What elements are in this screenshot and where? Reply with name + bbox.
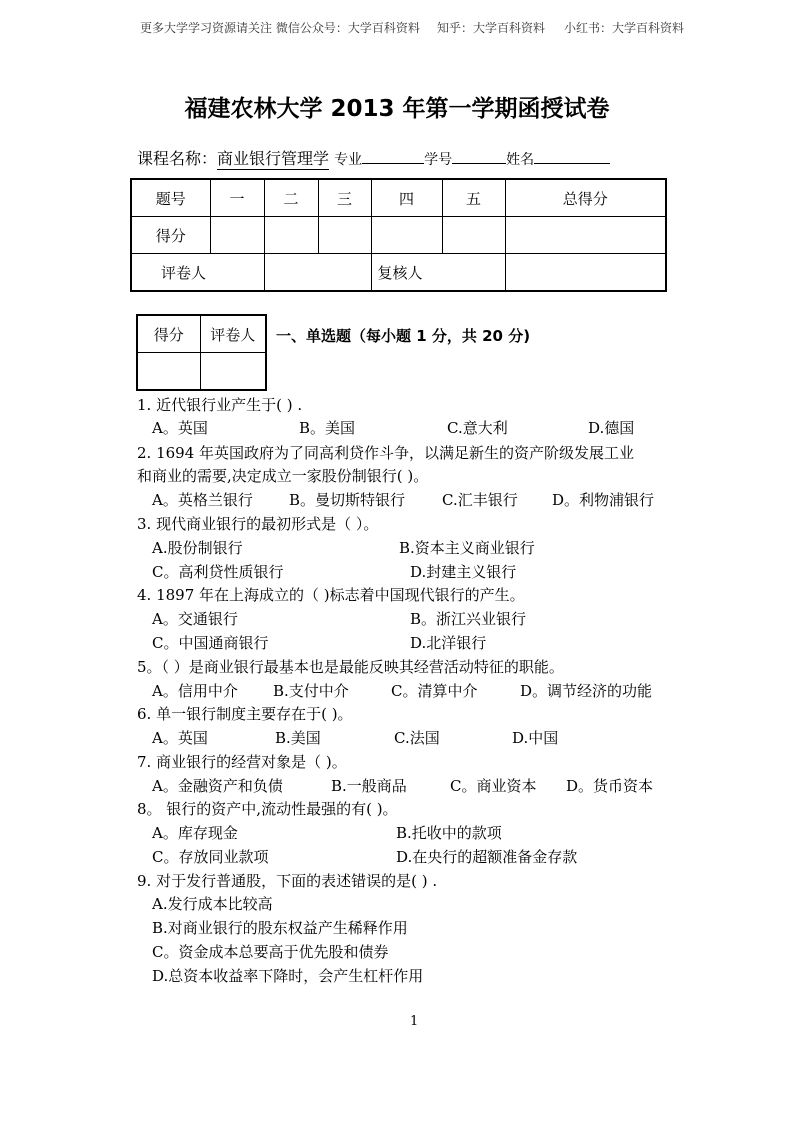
q6-option-b: B.美国 [275,729,321,747]
q7-option-c: C。商业资本 [450,777,537,795]
score-cell-5[interactable] [442,217,505,254]
question-5-stem: 5。（ ）是商业银行最基本也是最能反映其经营活动特征的职能。 [137,658,564,676]
q4-option-d: D.北洋银行 [410,634,487,652]
q2-option-d: D。利物浦银行 [552,491,655,509]
student-id-blank[interactable] [452,149,506,164]
grader-label: 评卷人 [131,254,264,292]
q5-option-d: D。调节经济的功能 [520,682,653,700]
q7-option-a: A。金融资产和负债 [152,777,283,795]
question-9-stem: 9. 对于发行普通股，下面的表述错误的是( ) . [137,872,438,890]
question-8-stem: 8。 银行的资产中,流动性最强的有( )。 [137,800,398,818]
section-1-heading: 一、单选题（每小题 1 分，共 20 分) [276,327,531,345]
q6-option-a: A。英国 [152,729,208,747]
question-2-stem-line-2: 和商业的需要,决定成立一家股份制银行( )。 [137,467,429,485]
q5-option-c: C。清算中介 [391,682,478,700]
question-7-stem: 7. 商业银行的经营对象是（ )。 [137,753,347,771]
grader-row [131,254,666,292]
q1-option-c: C.意大利 [447,419,508,437]
score-table [130,178,667,292]
q3-option-a: A.股份制银行 [152,539,243,557]
q1-option-d: D.德国 [588,419,635,437]
q2-option-c: C.汇丰银行 [442,491,518,509]
exam-title: 福建农林大学 2013 年第一学期函授试卷 [184,96,610,122]
course-name-value: 商业银行管理学 [217,146,329,170]
q3-option-c: C。高利贷性质银行 [152,563,284,581]
page-number: 1 [410,1014,419,1029]
question-2-stem-line-1: 2. 1694 年英国政府为了同高利贷作斗争，以满足新生的资产阶级发展工业 [137,444,635,462]
major-label: 专业 [334,152,363,168]
reviewer-cell[interactable] [505,254,666,292]
question-3-stem: 3. 现代商业银行的最初形式是（ ）。 [137,515,379,533]
banner-wechat: 更多大学学习资源请关注 微信公众号：大学百科资料 [140,21,420,35]
banner-xiaohongshu: 小红书：大学百科资料 [564,21,685,35]
q4-option-b: B。浙江兴业银行 [410,610,527,628]
question-1-stem: 1. 近代银行业产生于( ) . [137,396,303,414]
header-section-1: 一 [210,179,264,217]
q2-option-b: B。曼切斯特银行 [289,491,406,509]
score-cell-3[interactable] [318,217,371,254]
grader-cell[interactable] [264,254,371,292]
q4-option-c: C。中国通商银行 [152,634,269,652]
score-row [131,217,666,254]
q8-option-d: D.在央行的超额准备金存款 [396,848,578,866]
q3-option-b: B.资本主义商业银行 [399,539,535,557]
score-cell-total[interactable] [505,217,666,254]
banner-zhihu: 知乎：大学百科资料 [437,21,546,35]
q8-option-c: C。存放同业款项 [152,848,269,866]
q7-option-b: B.一般商品 [331,777,407,795]
q6-option-d: D.中国 [512,729,559,747]
question-4-stem: 4. 1897 年在上海成立的（ )标志着中国现代银行的产生。 [137,586,525,604]
header-total-score: 总得分 [505,179,666,217]
score-row-label: 得分 [131,217,210,254]
course-name-label: 课程名称： [137,149,218,168]
q5-option-a: A。信用中介 [152,682,238,700]
reviewer-label: 复核人 [371,254,505,292]
student-id-label: 学号 [424,152,453,168]
q4-option-a: A。交通银行 [152,610,238,628]
q3-option-d: D.封建主义银行 [410,563,517,581]
header-section-4: 四 [371,179,442,217]
score-cell-2[interactable] [264,217,318,254]
q1-option-b: B。美国 [299,419,356,437]
course-info-line [137,146,610,170]
q5-option-b: B.支付中介 [273,682,349,700]
student-name-blank[interactable] [534,149,610,164]
score-table-header-row [131,179,666,217]
score-cell-1[interactable] [210,217,264,254]
section-score-cell[interactable] [137,353,200,391]
header-section-2: 二 [264,179,318,217]
q2-option-a: A。英格兰银行 [152,491,253,509]
student-name-label: 姓名 [506,152,535,168]
header-section-5: 五 [442,179,505,217]
q7-option-d: D。货币资本 [566,777,654,795]
q9-option-d: D.总资本收益率下降时，会产生杠杆作用 [152,967,424,985]
q6-option-c: C.法国 [394,729,440,747]
section-grader-label: 评卷人 [200,315,266,353]
q8-option-a: A。库存现金 [152,824,238,842]
q8-option-b: B.托收中的款项 [396,824,502,842]
question-6-stem: 6. 单一银行制度主要存在于( )。 [137,705,353,723]
section-score-box [136,314,267,391]
q9-option-a: A.发行成本比较高 [152,895,273,913]
score-cell-4[interactable] [371,217,442,254]
q1-option-a: A。英国 [152,419,208,437]
section-score-label: 得分 [137,315,200,353]
q9-option-c: C。资金成本总要高于优先股和债券 [152,943,389,961]
header-question-no: 题号 [131,179,210,217]
q9-option-b: B.对商业银行的股东权益产生稀释作用 [152,919,408,937]
section-grader-cell[interactable] [200,353,266,391]
major-blank[interactable] [362,149,424,164]
header-section-3: 三 [318,179,371,217]
